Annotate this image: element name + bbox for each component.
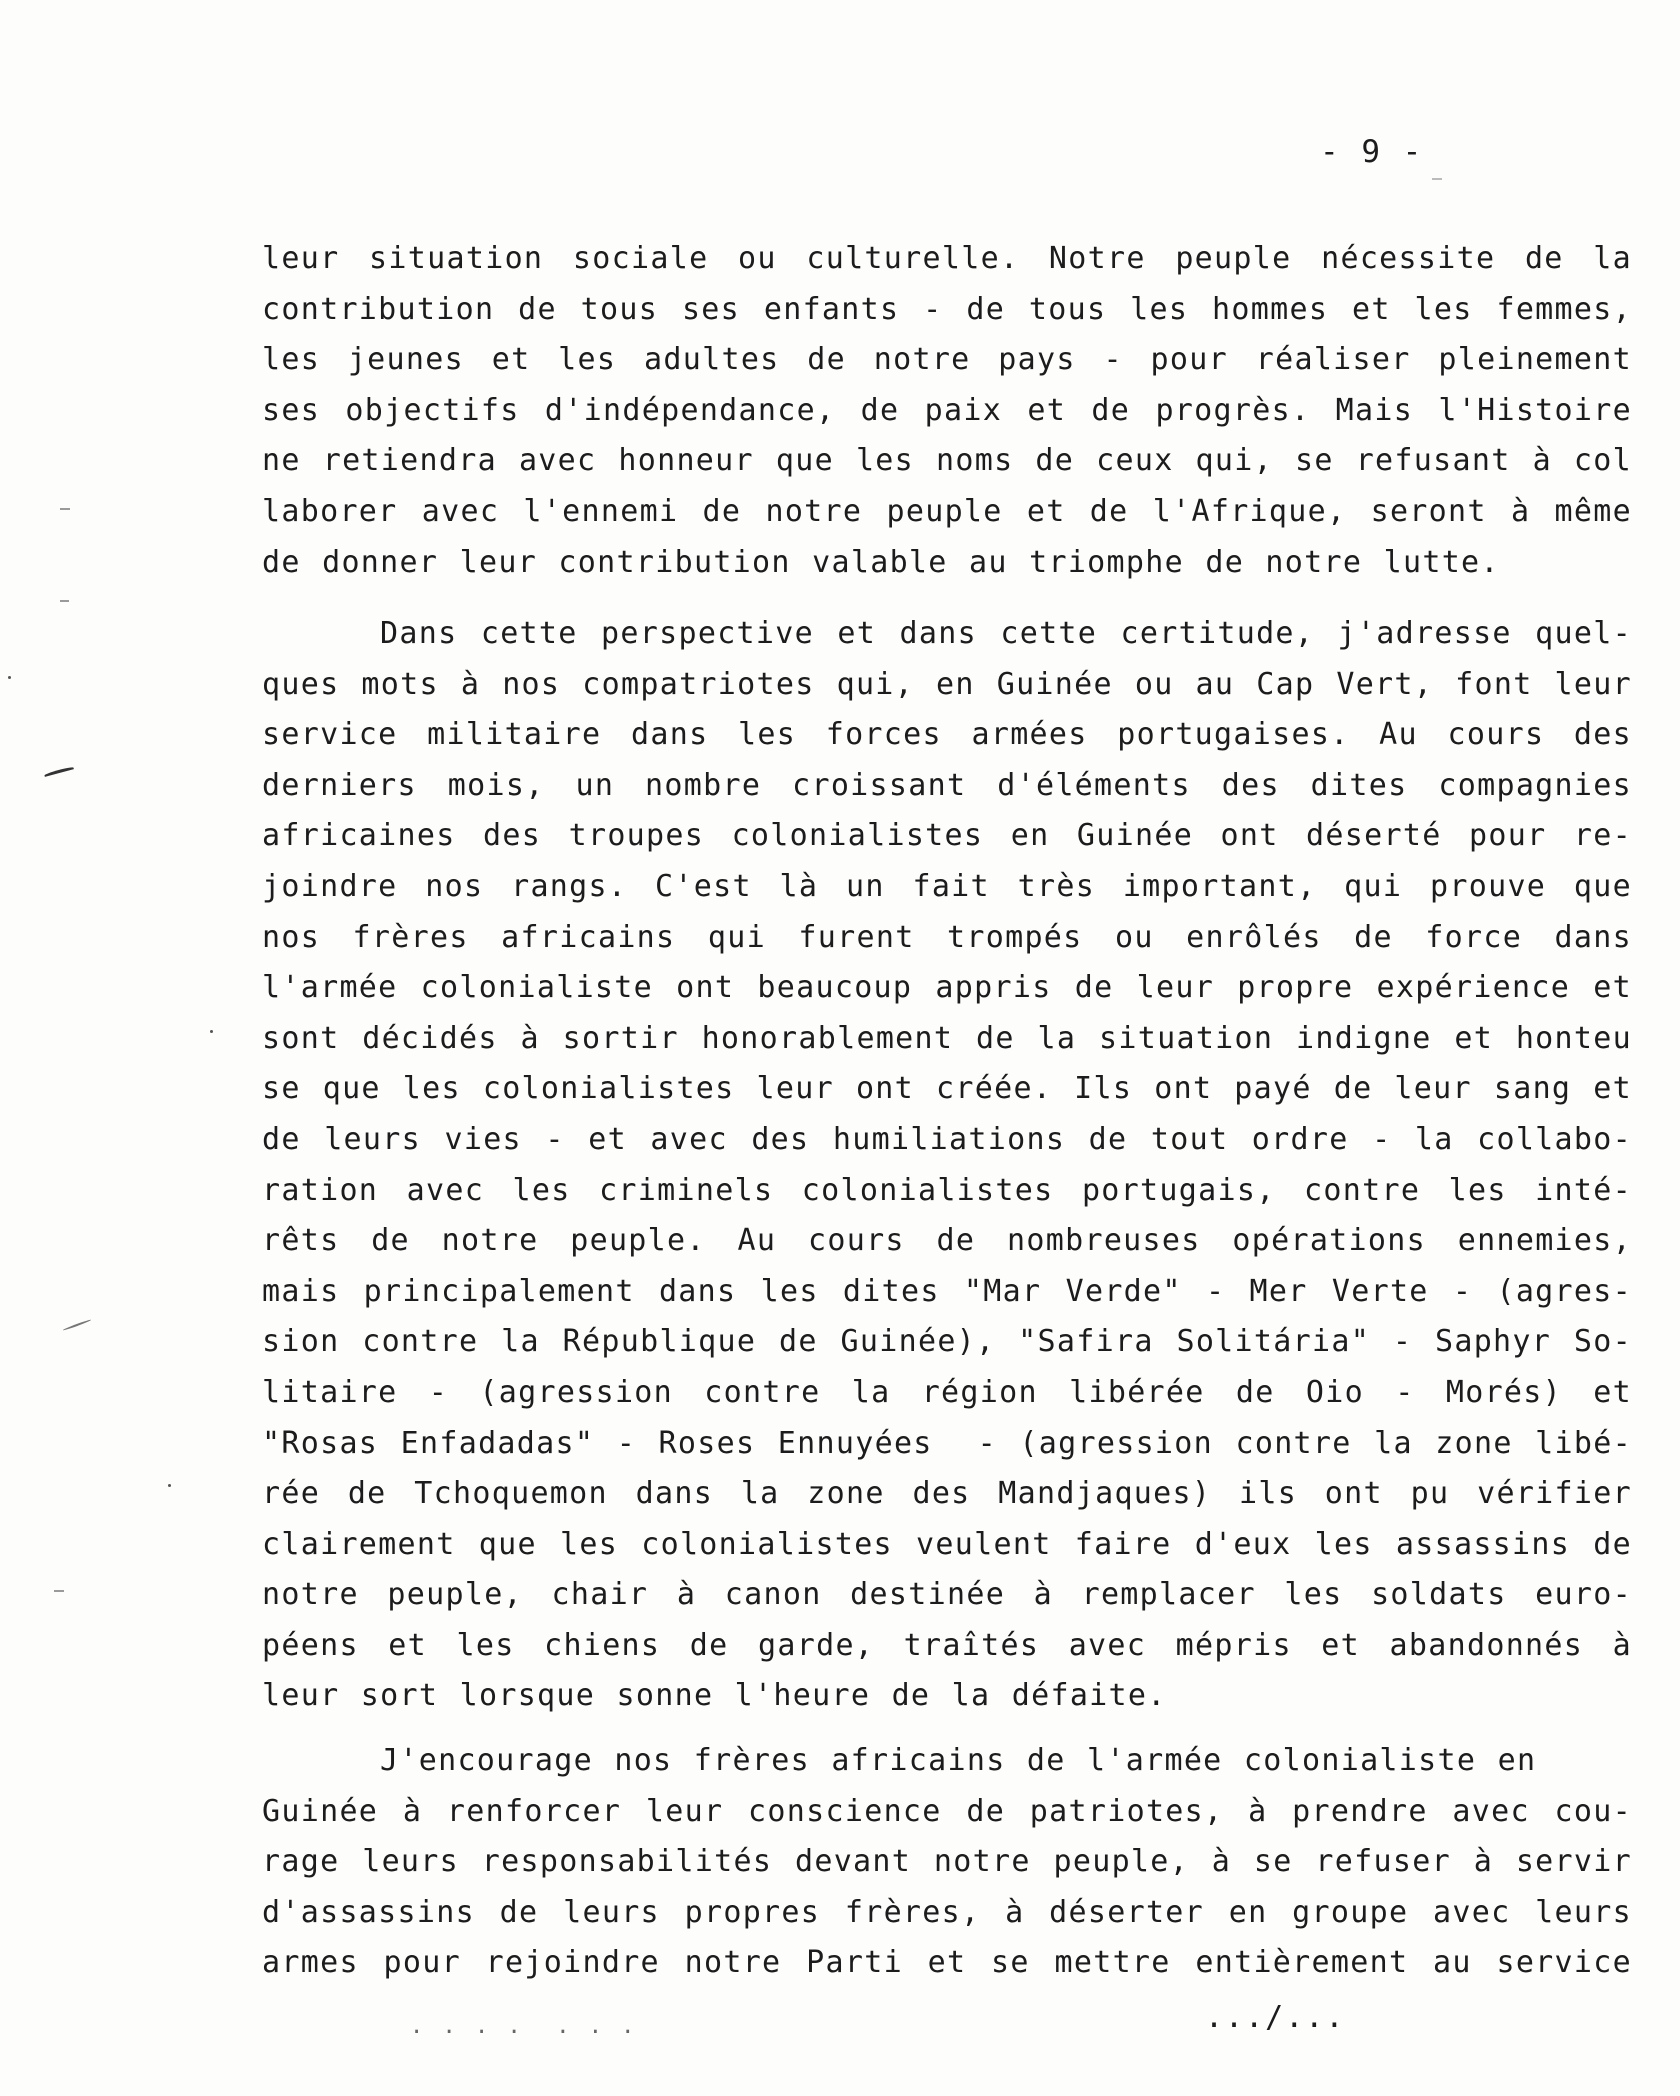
margin-mark: [54, 1590, 64, 1592]
paragraph-1: [262, 234, 1632, 588]
text-line: sont décidés à sortir honorablement de la situation indigne et honteu: [262, 1020, 1632, 1056]
text-line: service militaire dans les forces armées portugaises. Au cours des: [262, 717, 1632, 753]
text-line: nos frères africains qui furent trompés ou enrôlés de force dans: [262, 919, 1632, 955]
text-line: rêts de notre peuple. Au cours de nombreuses opérations ennemies,: [262, 1223, 1632, 1259]
text-line: de donner leur contribution valable au triomphe de notre lutte.: [262, 544, 1500, 580]
margin-mark: [1432, 178, 1442, 180]
scan-speck: [168, 1484, 171, 1487]
text-line: litaire - (agression contre la région libérée de Oio - Morés) et: [262, 1374, 1632, 1410]
text-line: ne retiendra avec honneur que les noms de ceux qui, se refusant à col: [262, 443, 1632, 479]
text-line: ques mots à nos compatriotes qui, en Guinée ou au Cap Vert, font leur: [262, 666, 1632, 702]
text-line: l'armée colonialiste ont beaucoup appris de leur propre expérience et: [262, 970, 1632, 1006]
text-line: armes pour rejoindre notre Parti et se mettre entièrement au service: [262, 1945, 1632, 1981]
text-line: péens et les chiens de garde, traîtés avec mépris et abandonnés à: [262, 1627, 1632, 1663]
text-line: rée de Tchoquemon dans la zone des Mandjaques) ils ont pu vérifier: [262, 1476, 1632, 1512]
text-line: Dans cette perspective et dans cette certitude, j'adresse quel-: [380, 616, 1632, 651]
text-line: mais principalement dans les dites "Mar Verde" - Mer Verte - (agres-: [262, 1273, 1632, 1309]
text-line: ration avec les criminels colonialistes portugais, contre les inté-: [262, 1172, 1632, 1208]
text-line: J'encourage nos frères africains de l'armée colonialiste en: [380, 1743, 1537, 1778]
paragraph-2: [262, 609, 1632, 1722]
paragraph-3: [262, 1736, 1632, 1989]
text-line: leur sort lorsque sonne l'heure de la défaite.: [262, 1678, 1167, 1714]
text-line: joindre nos rangs. C'est là un fait très important, qui prouve que: [262, 868, 1632, 904]
text-line: ses objectifs d'indépendance, de paix et de progrès. Mais l'Histoire: [262, 392, 1632, 428]
text-line: laborer avec l'ennemi de notre peuple et de l'Afrique, seront à même: [262, 493, 1632, 529]
margin-mark: [60, 600, 69, 602]
text-line: Guinée à renforcer leur conscience de patriotes, à prendre avec cou-: [262, 1793, 1632, 1829]
footer-dots: . . . . . . .: [410, 2014, 638, 2039]
text-line: "Rosas Enfadadas" - Roses Ennuyées - (agression contre la zone libé-: [262, 1425, 1632, 1461]
text-line: les jeunes et les adultes de notre pays - pour réaliser pleinement: [262, 342, 1632, 378]
text-line: d'assassins de leurs propres frères, à déserter en groupe avec leurs: [262, 1894, 1632, 1930]
margin-mark: [60, 508, 70, 510]
scan-speck: [210, 1030, 213, 1033]
text-line: se que les colonialistes leur ont créée. Ils ont payé de leur sang et: [262, 1071, 1632, 1107]
text-line: sion contre la République de Guinée), "Safira Solitária" - Saphyr So-: [262, 1324, 1632, 1360]
text-line: rage leurs responsabilités devant notre peuple, à se refuser à servir: [262, 1844, 1632, 1880]
text-line: clairement que les colonialistes veulent faire d'eux les assassins de: [262, 1526, 1632, 1562]
text-line: contribution de tous ses enfants - de tous les hommes et les femmes,: [262, 291, 1632, 327]
margin-mark: [63, 1319, 92, 1331]
text-line: notre peuple, chair à canon destinée à remplacer les soldats euro-: [262, 1577, 1632, 1613]
text-line: de leurs vies - et avec des humiliations de tout ordre - la collabo-: [262, 1121, 1632, 1157]
text-line: africaines des troupes colonialistes en Guinée ont déserté pour re-: [262, 818, 1632, 854]
scan-speck: [8, 676, 11, 679]
text-line: derniers mois, un nombre croissant d'éléments des dites compagnies: [262, 767, 1632, 803]
margin-mark: [44, 766, 74, 777]
page-number: - 9 -: [1320, 134, 1424, 170]
text-line: leur situation sociale ou culturelle. Notre peuple nécessite de la: [262, 241, 1632, 276]
continuation-marker: .../...: [1205, 2000, 1346, 2035]
